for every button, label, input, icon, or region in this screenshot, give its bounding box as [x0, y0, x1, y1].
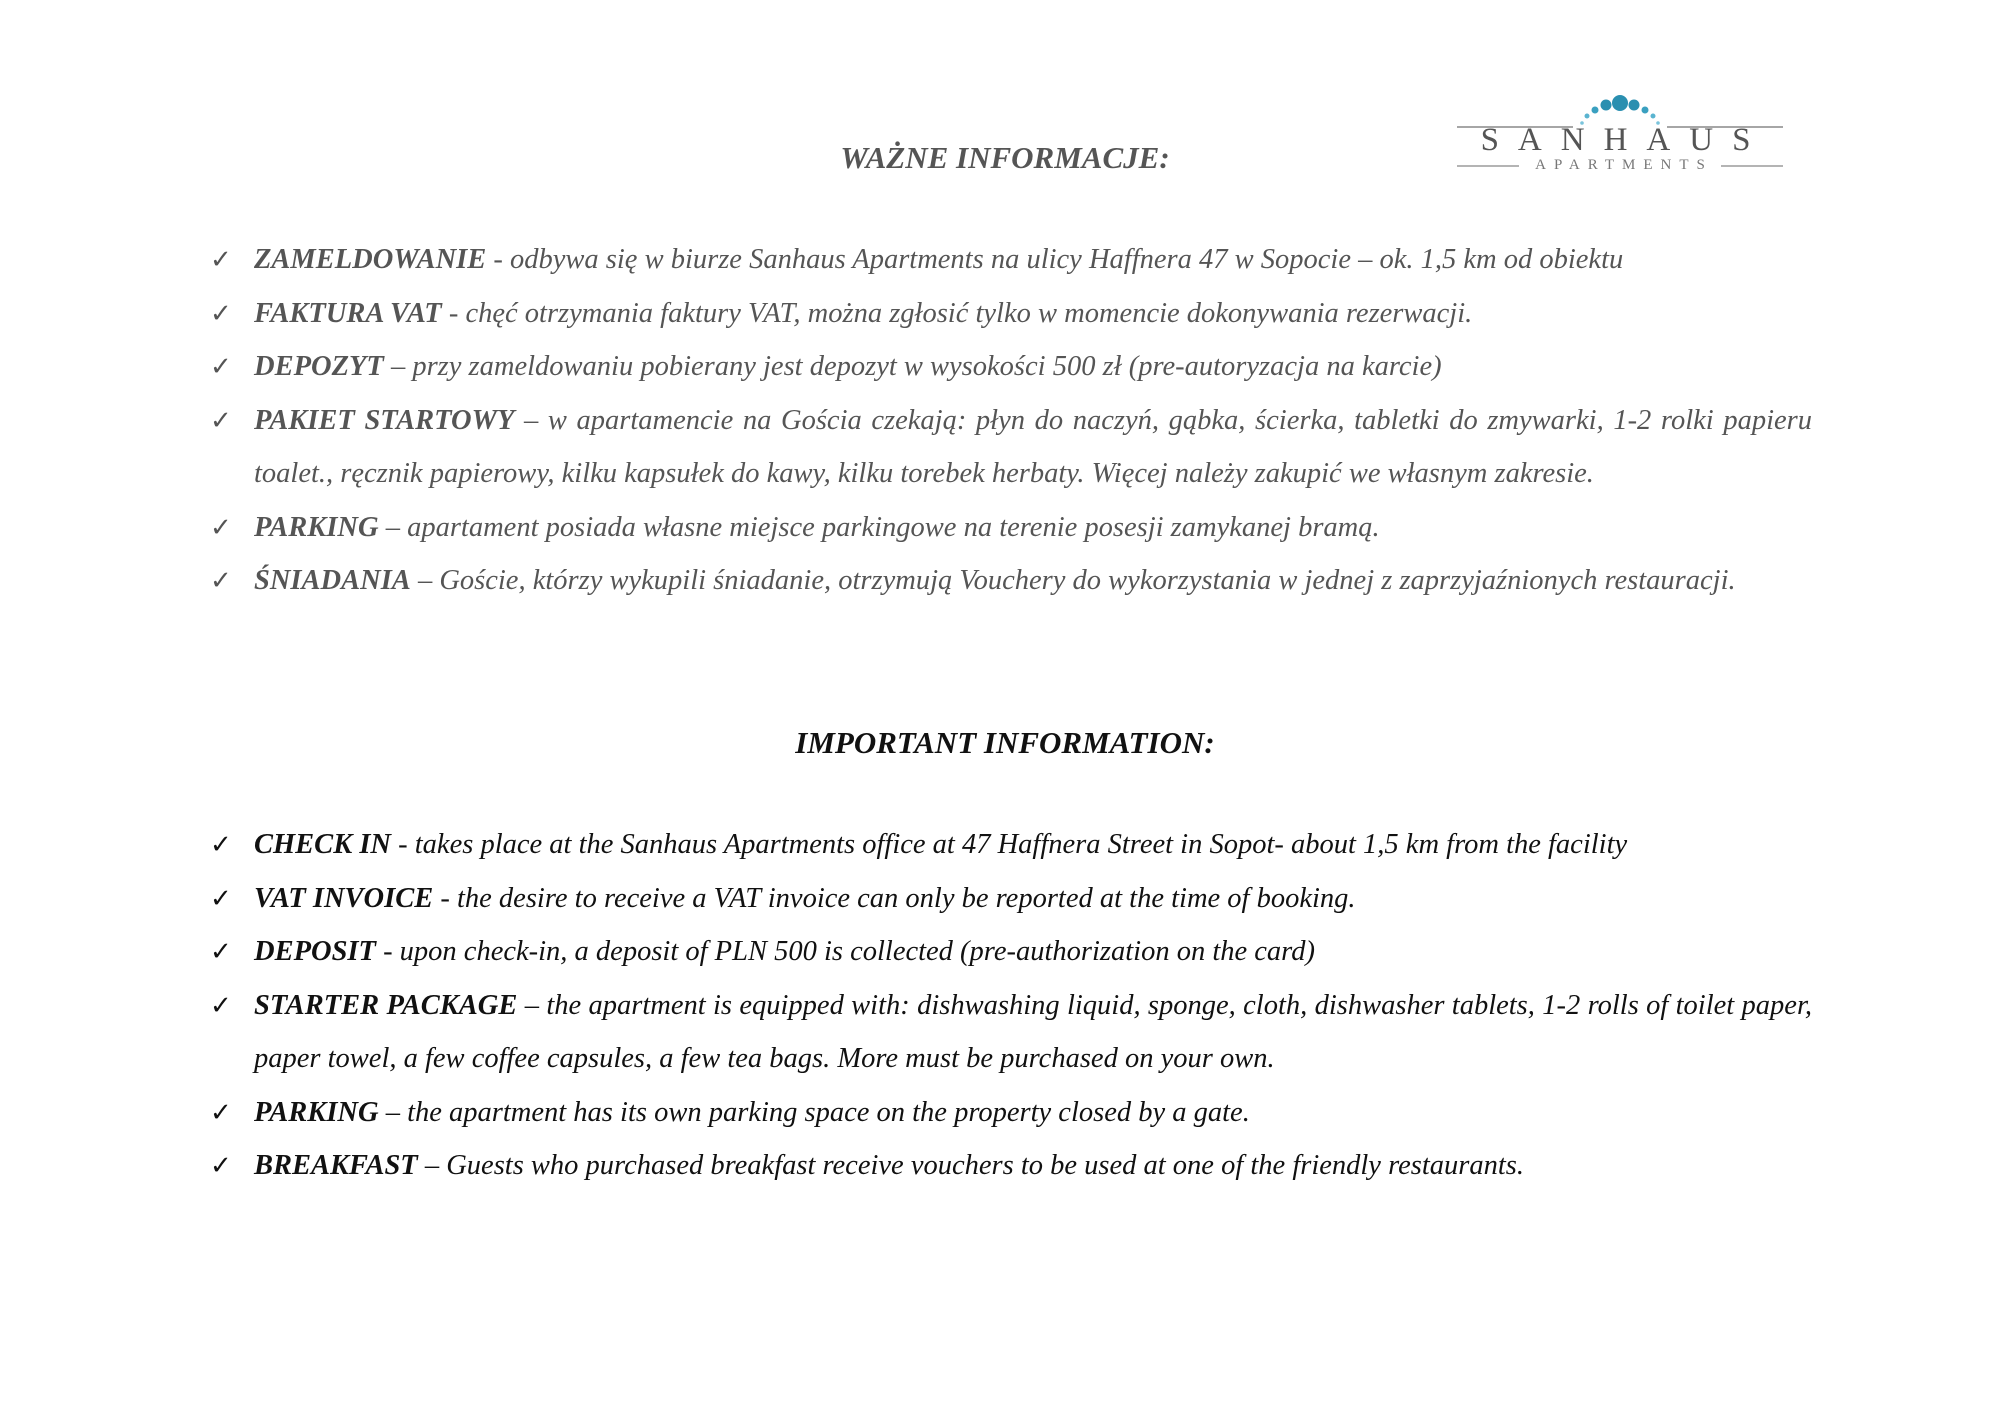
list-item	[210, 394, 1812, 501]
item-label: DEPOZYT	[254, 351, 384, 382]
list-item	[210, 1086, 1812, 1140]
item-text: – przy zameldowaniu pobierany jest depozyt w wysokości 500 zł (pre-autoryzacja na karcie)	[383, 351, 1442, 382]
checkmark-icon: ✓	[210, 990, 232, 1020]
item-text: - chęć otrzymania faktury VAT, można zgłosić tylko w momencie dokonywania rezerwacji.	[441, 297, 1473, 329]
item-label: ŚNIADANIA	[254, 565, 411, 596]
checkmark-icon: ✓	[210, 566, 232, 595]
item-text: - takes place at the Sanhaus Apartments office at 47 Haffnera Street in Sopot- about 1,5 km from the facility	[391, 829, 1628, 860]
item-label: VAT INVOICE	[254, 882, 434, 914]
polish-heading: WAŻNE INFORMACJE:	[840, 140, 1170, 175]
item-text: - odbywa się w biurze Sanhaus Apartments na ulicy Haffnera 47 w Sopocie – ok. 1,5 km od obiektu	[486, 244, 1624, 275]
list-item	[210, 554, 1812, 608]
item-text: – Guests who purchased breakfast receive vouchers to be used at one of the friendly restaurants.	[417, 1150, 1525, 1181]
checkmark-icon: ✓	[210, 298, 232, 328]
english-heading: IMPORTANT INFORMATION:	[795, 725, 1215, 760]
item-label: DEPOSIT	[254, 936, 376, 967]
list-item	[210, 1139, 1812, 1193]
list-item	[210, 818, 1812, 872]
item-label: ZAMELDOWANIE	[254, 244, 487, 275]
item-text: – Goście, którzy wykupili śniadanie, otrzymują Vouchery do wykorzystania w jednej z zaprzyjaźnionych restauracji.	[410, 565, 1736, 596]
list-item	[210, 925, 1812, 979]
checkmark-icon: ✓	[210, 512, 232, 542]
item-label: PAKIET STARTOWY	[254, 404, 515, 436]
item-text: – the apartment has its own parking space on the property closed by a gate.	[378, 1096, 1250, 1128]
item-text: – apartament posiada własne miejsce parkingowe na terenie posesji zamykanej bramą.	[378, 511, 1380, 543]
item-label: PARKING	[254, 1096, 379, 1128]
item-label: STARTER PACKAGE	[254, 989, 518, 1021]
logo-subtitle: APARTMENTS	[1535, 157, 1713, 173]
checkmark-icon: ✓	[210, 352, 232, 381]
item-label: BREAKFAST	[254, 1150, 418, 1181]
checkmark-icon: ✓	[210, 1151, 232, 1180]
checkmark-icon: ✓	[210, 883, 232, 913]
checkmark-icon: ✓	[210, 245, 232, 274]
checkmark-icon: ✓	[210, 830, 232, 859]
item-label: FAKTURA VAT	[254, 297, 442, 329]
list-item	[210, 233, 1812, 287]
item-text: - upon check-in, a deposit of PLN 500 is collected (pre-authorization on the card)	[375, 936, 1315, 967]
list-item	[210, 872, 1812, 926]
list-item	[210, 979, 1812, 1086]
checkmark-icon: ✓	[210, 405, 232, 435]
item-text: - the desire to receive a VAT invoice can only be reported at the time of booking.	[433, 882, 1356, 914]
checkmark-icon: ✓	[210, 937, 232, 966]
list-item	[210, 340, 1812, 394]
english-info-list	[210, 818, 1812, 1193]
item-label: CHECK IN	[254, 829, 392, 860]
item-label: PARKING	[254, 511, 379, 543]
list-item	[210, 501, 1812, 555]
logo-wordmark: SANHAUS	[1480, 122, 1770, 158]
list-item	[210, 287, 1812, 341]
checkmark-icon: ✓	[210, 1097, 232, 1127]
item-text: – w apartamencie na Gościa czekają: płyn do naczyń, gąbka, ścierka, tabletki do zmywarki, 1-2 rolki papieru toalet., ręcznik papierowy, kilku kapsułek do kawy, kilku torebek herbaty. Więcej należy zakupić we własnym zakresie.	[254, 404, 1812, 489]
polish-info-list	[210, 233, 1812, 608]
item-text: – the apartment is equipped with: dishwashing liquid, sponge, cloth, dishwasher tablets, 1-2 rolls of toilet paper, paper towel, a few coffee capsules, a few tea bags. More must be purchased on your own.	[254, 989, 1812, 1074]
